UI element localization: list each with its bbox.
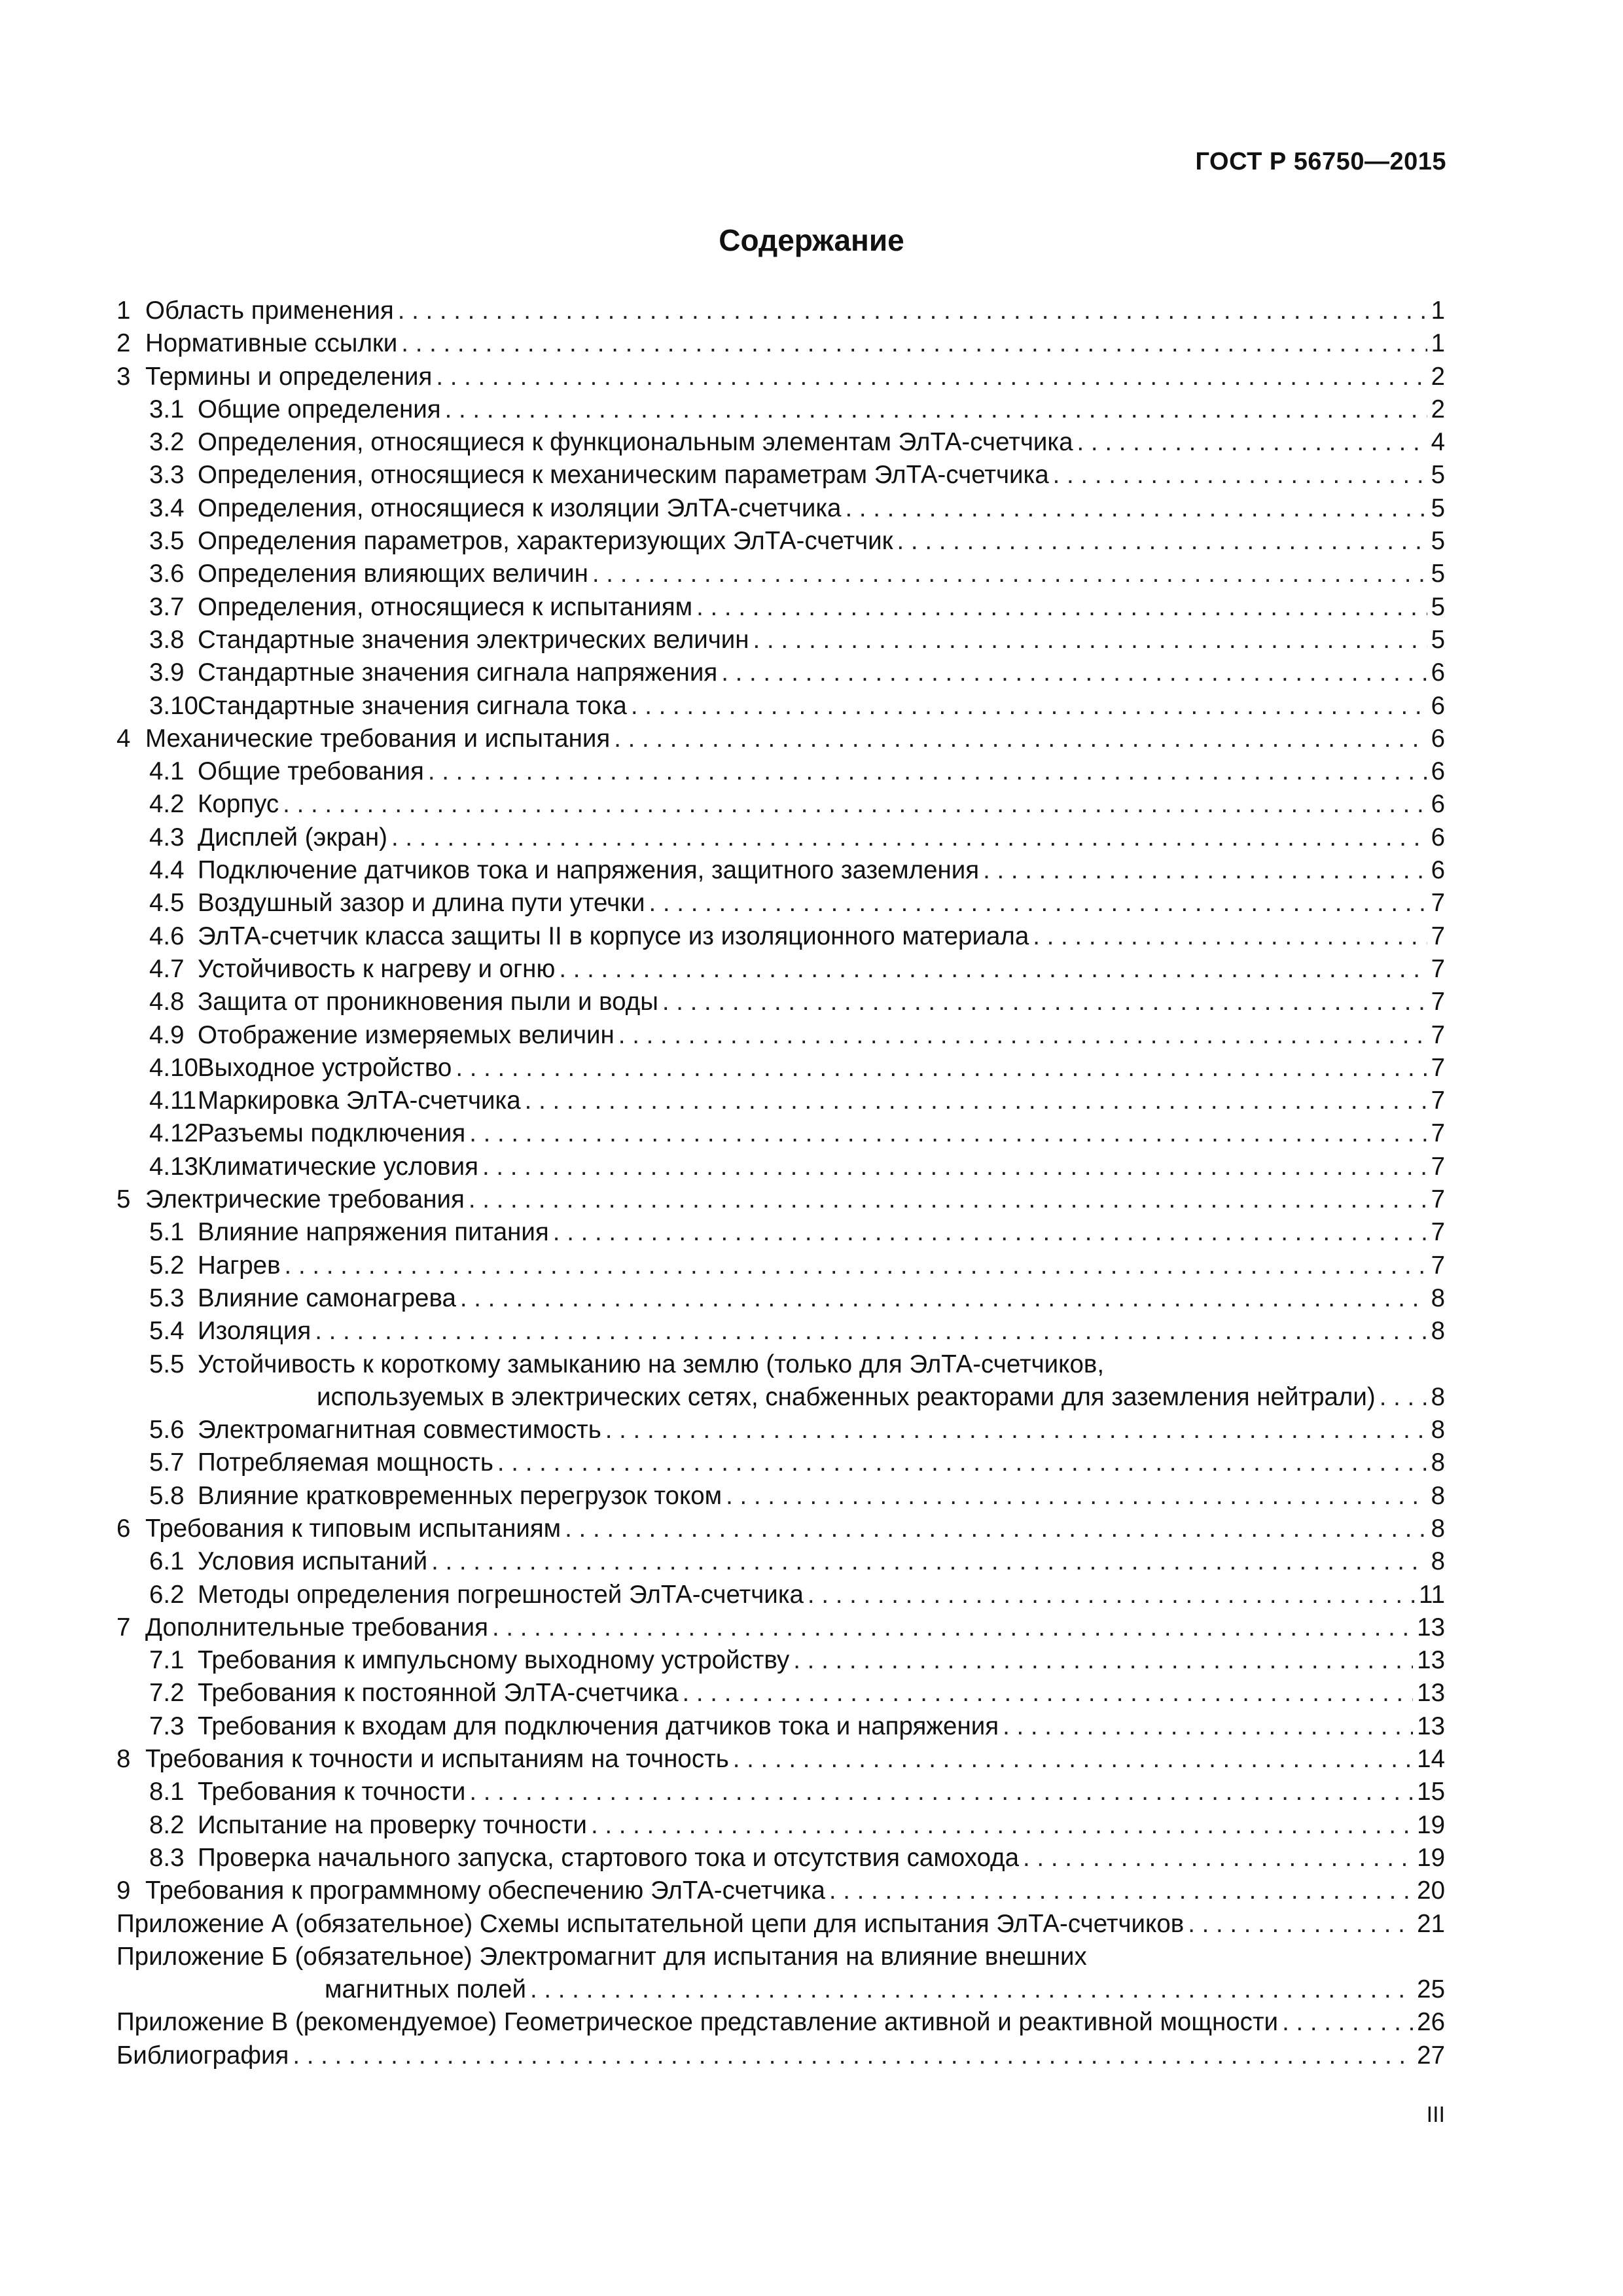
toc-entry <box>116 1414 1445 1446</box>
toc-entry-number: 6 <box>116 1514 131 1543</box>
toc-entry-title: Область применения <box>145 296 394 325</box>
toc-leader-dots <box>285 1249 1427 1282</box>
toc-entry-title: Выходное устройство <box>198 1053 452 1082</box>
toc-entry-number: 4.2 <box>149 790 185 819</box>
toc-entry-page: 1 <box>1431 296 1445 325</box>
toc-entry-number: 4.10 <box>149 1053 198 1082</box>
toc-entry <box>116 1710 1445 1743</box>
toc-entry-title: Методы определения погрешностей ЭлТА-счетчика <box>198 1580 804 1609</box>
toc-entry <box>116 1677 1445 1710</box>
toc-entry-number: 5.3 <box>149 1283 185 1312</box>
toc-leader-dots <box>497 1446 1427 1479</box>
toc-entry-number: 3.10 <box>149 691 198 720</box>
toc-entry-page: 25 <box>1417 1975 1445 2004</box>
toc-leader-dots <box>445 393 1427 426</box>
toc-entry-title: Влияние кратковременных перегрузок током <box>198 1481 722 1510</box>
toc-entry <box>116 755 1445 788</box>
toc-leader-dots <box>631 690 1427 723</box>
toc-entry-page: 5 <box>1431 527 1445 556</box>
toc-entry-continuation <box>116 1973 1445 2006</box>
toc-leader-dots <box>683 1677 1414 1710</box>
toc-entry-page: 7 <box>1431 954 1445 983</box>
toc-leader-dots <box>845 492 1427 525</box>
toc-entry-title: Определения влияющих величин <box>198 560 588 588</box>
toc-entry-continuation <box>116 1381 1445 1414</box>
toc-entry-page: 6 <box>1431 823 1445 852</box>
toc-entry <box>116 1183 1445 1216</box>
toc-leader-dots <box>469 1776 1413 1808</box>
toc-entry <box>116 1282 1445 1315</box>
toc-entry <box>116 459 1445 492</box>
toc-leader-dots <box>618 1019 1427 1052</box>
toc-entry-page: 2 <box>1431 362 1445 391</box>
toc-entry <box>116 1052 1445 1085</box>
toc-entry <box>116 2006 1445 2039</box>
toc-leader-dots <box>1188 1908 1413 1941</box>
toc-entry <box>116 426 1445 459</box>
toc-leader-dots <box>436 361 1427 393</box>
toc-entry-page: 6 <box>1431 790 1445 819</box>
toc-entry-page: 6 <box>1431 856 1445 885</box>
toc-entry-title: Разъемы подключения <box>198 1119 466 1148</box>
toc-entry-title: Корпус <box>198 790 279 819</box>
toc-entry-title: Воздушный зазор и длина пути утечки <box>198 889 645 918</box>
toc-entry-number: 7.2 <box>149 1679 185 1708</box>
toc-entry-number: 5 <box>116 1185 131 1214</box>
toc-entry-title: Определения, относящиеся к испытаниям <box>198 592 693 621</box>
toc-entry <box>116 723 1445 755</box>
toc-entry-page: 7 <box>1431 1020 1445 1049</box>
toc-entry-page: 1 <box>1431 329 1445 358</box>
toc-leader-dots <box>605 1414 1427 1446</box>
toc-leader-dots <box>565 1513 1427 1545</box>
toc-entry <box>116 821 1445 854</box>
toc-entry-title: Механические требования и испытания <box>145 724 611 753</box>
toc-entry-title: Подключение датчиков тока и напряжения, защитного заземления <box>198 856 980 885</box>
toc-leader-dots <box>492 1611 1413 1644</box>
toc-entry-title: Общие требования <box>198 757 424 786</box>
toc-entry <box>116 1019 1445 1052</box>
toc-leader-dots <box>696 591 1427 624</box>
toc-entry-number: 7 <box>116 1613 131 1641</box>
toc-entry-page: 13 <box>1417 1679 1445 1708</box>
toc-leader-dots <box>591 1809 1413 1842</box>
toc-entry-title: Определения параметров, характеризующих ЭлТА-счетчик <box>198 527 893 556</box>
toc-entry-number: 4.13 <box>149 1152 198 1181</box>
toc-entry-number: 4.8 <box>149 988 185 1016</box>
toc-entry-page: 7 <box>1431 1185 1445 1214</box>
toc-entry-page: 5 <box>1431 625 1445 654</box>
toc-entry-title: Маркировка ЭлТА-счетчика <box>198 1086 521 1115</box>
toc-entry <box>116 1545 1445 1578</box>
toc-entry-title: Приложение В (рекомендуемое) Геометрическое представление активной и реактивной мощности <box>116 2008 1279 2037</box>
toc-entry-number: 4.1 <box>149 757 185 786</box>
toc-entry-number: 4.6 <box>149 922 185 950</box>
toc-leader-dots <box>662 986 1427 1018</box>
toc-entry <box>116 1611 1445 1644</box>
toc-entry-title: Влияние напряжения питания <box>198 1218 549 1247</box>
toc-entry-number: 1 <box>116 296 131 325</box>
toc-leader-dots <box>293 2039 1413 2072</box>
toc-entry-title: ЭлТА-счетчик класса защиты II в корпусе из изоляционного материала <box>198 922 1029 950</box>
toc-entry <box>116 1908 1445 1941</box>
toc-entry-title-continuation: магнитных полей <box>325 1975 526 2004</box>
toc-entry-number: 4.7 <box>149 954 185 983</box>
toc-entry-title: Изоляция <box>198 1317 312 1346</box>
toc-entry <box>116 361 1445 393</box>
toc-entry-title: Устойчивость к нагреву и огню <box>198 954 556 983</box>
toc-entry-number: 6.2 <box>149 1580 185 1609</box>
toc-entry <box>116 690 1445 723</box>
toc-entry-title: Требования к типовым испытаниям <box>145 1514 562 1543</box>
toc-leader-dots <box>460 1282 1427 1315</box>
table-of-contents <box>116 295 1445 2072</box>
toc-leader-dots <box>793 1644 1413 1677</box>
toc-entry-number: 5.7 <box>149 1448 185 1477</box>
toc-entry <box>116 656 1445 689</box>
toc-entry-number: 2 <box>116 329 131 358</box>
toc-entry-page: 7 <box>1431 889 1445 918</box>
toc-entry <box>116 1941 1445 1973</box>
toc-entry <box>116 854 1445 887</box>
toc-entry-number: 3 <box>116 362 131 391</box>
toc-entry-page: 6 <box>1431 724 1445 753</box>
toc-entry-number: 3.5 <box>149 527 185 556</box>
toc-entry-number: 3.6 <box>149 560 185 588</box>
toc-leader-dots <box>829 1874 1413 1907</box>
toc-entry <box>116 393 1445 426</box>
toc-entry-number: 8.1 <box>149 1778 185 1806</box>
toc-entry-page: 8 <box>1431 1283 1445 1312</box>
toc-entry-title: Нагрев <box>198 1251 281 1280</box>
toc-entry-page: 5 <box>1431 461 1445 490</box>
toc-entry-page: 27 <box>1417 2041 1445 2070</box>
toc-entry-page: 5 <box>1431 560 1445 588</box>
toc-entry-page: 15 <box>1417 1778 1445 1806</box>
toc-leader-dots <box>283 788 1427 821</box>
toc-entry-title: Проверка начального запуска, стартового тока и отсутствия самохода <box>198 1843 1020 1872</box>
toc-entry-title: Климатические условия <box>198 1152 478 1181</box>
toc-entry-page: 5 <box>1431 592 1445 621</box>
toc-entry-title: Испытание на проверку точности <box>198 1810 587 1839</box>
toc-entry-page: 6 <box>1431 658 1445 687</box>
toc-entry <box>116 1480 1445 1513</box>
toc-entry-number: 3.2 <box>149 428 185 457</box>
toc-leader-dots <box>469 1183 1427 1216</box>
toc-entry-page: 8 <box>1431 1416 1445 1444</box>
toc-entry-title: Нормативные ссылки <box>145 329 398 358</box>
toc-leader-dots <box>726 1480 1427 1513</box>
toc-leader-dots <box>1053 459 1427 492</box>
toc-entry-title: Дисплей (экран) <box>198 823 387 852</box>
toc-leader-dots <box>1380 1381 1427 1414</box>
toc-leader-dots <box>431 1545 1427 1578</box>
toc-entry-page: 26 <box>1417 2008 1445 2037</box>
toc-entry-title: Требования к постоянной ЭлТА-счетчика <box>198 1679 679 1708</box>
toc-leader-dots <box>530 1973 1413 2006</box>
toc-entry-page: 19 <box>1417 1843 1445 1872</box>
toc-entry <box>116 1579 1445 1611</box>
toc-entry <box>116 525 1445 558</box>
toc-entry-number: 5.5 <box>149 1350 185 1378</box>
toc-entry <box>116 295 1445 327</box>
toc-entry-page: 7 <box>1431 988 1445 1016</box>
toc-entry-title: Библиография <box>116 2041 289 2070</box>
toc-entry-title: Защита от проникновения пыли и воды <box>198 988 658 1016</box>
toc-entry-number: 3.3 <box>149 461 185 490</box>
toc-entry-page: 7 <box>1431 1053 1445 1082</box>
toc-entry-title: Термины и определения <box>145 362 433 391</box>
toc-entry <box>116 2039 1445 2072</box>
toc-leader-dots <box>525 1085 1427 1117</box>
toc-entry-page: 20 <box>1417 1876 1445 1905</box>
toc-leader-dots <box>1003 1710 1413 1743</box>
toc-leader-dots <box>1033 920 1427 953</box>
toc-entry-title: Определения, относящиеся к механическим параметрам ЭлТА-счетчика <box>198 461 1049 490</box>
toc-leader-dots <box>721 656 1427 689</box>
toc-entry-title: Требования к импульсному выходному устройству <box>198 1646 790 1675</box>
toc-entry-number: 3.8 <box>149 625 185 654</box>
toc-entry <box>116 953 1445 986</box>
toc-entry-title: Потребляемая мощность <box>198 1448 493 1477</box>
toc-entry-title: Дополнительные требования <box>145 1613 488 1641</box>
toc-entry-page: 7 <box>1431 1119 1445 1148</box>
toc-entry-title: Стандартные значения сигнала тока <box>198 691 627 720</box>
toc-entry-title: Электромагнитная совместимость <box>198 1416 601 1444</box>
toc-entry <box>116 558 1445 590</box>
toc-entry-page: 7 <box>1431 922 1445 950</box>
toc-leader-dots <box>614 723 1427 755</box>
toc-leader-dots <box>983 854 1427 887</box>
toc-entry-title: Приложение Б (обязательное) Электромагнит для испытания на влияние внешних <box>116 1942 1087 1971</box>
toc-leader-dots <box>808 1579 1415 1611</box>
toc-entry <box>116 788 1445 821</box>
toc-leader-dots <box>315 1315 1427 1348</box>
toc-entry <box>116 887 1445 920</box>
toc-entry-number: 4.9 <box>149 1020 185 1049</box>
toc-entry <box>116 1348 1445 1381</box>
toc-leader-dots <box>649 887 1427 920</box>
toc-entry-number: 5.6 <box>149 1416 185 1444</box>
toc-entry-number: 5.8 <box>149 1481 185 1510</box>
toc-entry-page: 21 <box>1417 1909 1445 1938</box>
toc-entry-title: Влияние самонагрева <box>198 1283 456 1312</box>
toc-entry <box>116 1874 1445 1907</box>
toc-entry <box>116 1249 1445 1282</box>
page-title: Содержание <box>719 223 904 257</box>
toc-entry <box>116 624 1445 656</box>
toc-leader-dots <box>1282 2006 1413 2039</box>
toc-entry-page: 8 <box>1431 1382 1445 1411</box>
toc-leader-dots <box>753 624 1427 656</box>
toc-entry-number: 4.4 <box>149 856 185 885</box>
toc-entry <box>116 1644 1445 1677</box>
toc-entry-number: 3.9 <box>149 658 185 687</box>
toc-entry-page: 11 <box>1419 1580 1445 1609</box>
toc-entry-title: Требования к программному обеспечению ЭлТА-счетчика <box>145 1876 825 1905</box>
toc-entry-page: 8 <box>1431 1514 1445 1543</box>
toc-entry-title: Определения, относящиеся к функциональным элементам ЭлТА-счетчика <box>198 428 1073 457</box>
page-number: III <box>1426 2102 1445 2127</box>
toc-entry-page: 6 <box>1431 691 1445 720</box>
toc-entry-number: 4.12 <box>149 1119 198 1148</box>
toc-entry-page: 5 <box>1431 493 1445 522</box>
toc-entry-title: Требования к точности <box>198 1778 466 1806</box>
toc-entry-page: 2 <box>1431 395 1445 423</box>
toc-entry-page: 8 <box>1431 1448 1445 1477</box>
toc-entry <box>116 492 1445 525</box>
toc-entry-number: 4 <box>116 724 131 753</box>
toc-entry-number: 8.2 <box>149 1810 185 1839</box>
toc-entry-page: 13 <box>1417 1646 1445 1675</box>
toc-entry-page: 8 <box>1431 1481 1445 1510</box>
toc-entry-page: 19 <box>1417 1810 1445 1839</box>
toc-entry-number: 4.3 <box>149 823 185 852</box>
toc-entry-title: Определения, относящиеся к изоляции ЭлТА-счетчика <box>198 493 842 522</box>
toc-entry-page: 8 <box>1431 1317 1445 1346</box>
toc-leader-dots <box>1077 426 1427 459</box>
toc-leader-dots <box>553 1216 1427 1249</box>
toc-entry-title: Стандартные значения сигнала напряжения <box>198 658 718 687</box>
toc-leader-dots <box>897 525 1427 558</box>
toc-entry-number: 3.4 <box>149 493 185 522</box>
toc-entry <box>116 1776 1445 1808</box>
toc-entry-number: 8.3 <box>149 1843 185 1872</box>
toc-entry-title: Электрические требования <box>145 1185 465 1214</box>
toc-entry-number: 5.1 <box>149 1218 185 1247</box>
toc-leader-dots <box>398 295 1427 327</box>
toc-entry-number: 7.3 <box>149 1712 185 1740</box>
toc-entry-page: 4 <box>1431 428 1445 457</box>
toc-entry <box>116 1117 1445 1150</box>
toc-entry-number: 9 <box>116 1876 131 1905</box>
toc-entry-page: 7 <box>1431 1086 1445 1115</box>
toc-entry <box>116 1085 1445 1117</box>
toc-entry-number: 3.1 <box>149 395 185 423</box>
toc-leader-dots <box>455 1052 1427 1085</box>
toc-entry-page: 7 <box>1431 1218 1445 1247</box>
toc-entry <box>116 1446 1445 1479</box>
toc-entry <box>116 1743 1445 1776</box>
toc-leader-dots <box>482 1151 1427 1183</box>
toc-entry-number: 6.1 <box>149 1547 185 1576</box>
toc-entry-page: 8 <box>1431 1547 1445 1576</box>
toc-entry-number: 5.2 <box>149 1251 185 1280</box>
toc-entry-title: Приложение А (обязательное) Схемы испытательной цепи для испытания ЭлТА-счетчиков <box>116 1909 1185 1938</box>
toc-entry <box>116 1151 1445 1183</box>
toc-entry-page: 13 <box>1417 1613 1445 1641</box>
toc-leader-dots <box>469 1117 1427 1150</box>
toc-entry-title: Требования к входам для подключения датчиков тока и напряжения <box>198 1712 999 1740</box>
toc-entry-page: 7 <box>1431 1152 1445 1181</box>
toc-entry-title: Стандартные значения электрических величин <box>198 625 749 654</box>
toc-entry-number: 5.4 <box>149 1317 185 1346</box>
toc-entry-title-continuation: используемых в электрических сетях, снабженных реакторами для заземления нейтрали) <box>317 1382 1376 1411</box>
toc-entry-number: 3.7 <box>149 592 185 621</box>
toc-entry <box>116 591 1445 624</box>
toc-entry-title: Общие определения <box>198 395 441 423</box>
toc-entry-number: 8 <box>116 1745 131 1774</box>
toc-entry <box>116 1809 1445 1842</box>
toc-entry-title: Отображение измеряемых величин <box>198 1020 615 1049</box>
toc-entry-title: Устойчивость к короткому замыканию на землю (только для ЭлТА-счетчиков, <box>198 1350 1105 1378</box>
toc-leader-dots <box>391 821 1427 854</box>
toc-entry <box>116 920 1445 953</box>
toc-entry-page: 14 <box>1417 1745 1445 1774</box>
toc-leader-dots <box>559 953 1427 986</box>
toc-entry-page: 13 <box>1417 1712 1445 1740</box>
toc-leader-dots <box>428 755 1427 788</box>
toc-entry-page: 7 <box>1431 1251 1445 1280</box>
toc-entry-title: Условия испытаний <box>198 1547 428 1576</box>
toc-entry <box>116 1842 1445 1874</box>
toc-leader-dots <box>592 558 1427 590</box>
toc-leader-dots <box>401 327 1427 360</box>
toc-entry <box>116 1513 1445 1545</box>
toc-leader-dots <box>733 1743 1413 1776</box>
toc-entry <box>116 1216 1445 1249</box>
toc-entry-number: 4.5 <box>149 889 185 918</box>
toc-entry-number: 4.11 <box>149 1086 197 1115</box>
toc-leader-dots <box>1023 1842 1413 1874</box>
toc-entry <box>116 986 1445 1018</box>
toc-entry <box>116 327 1445 360</box>
toc-entry <box>116 1315 1445 1348</box>
toc-entry-page: 6 <box>1431 757 1445 786</box>
document-code: ГОСТ Р 56750—2015 <box>1195 148 1446 175</box>
toc-entry-title: Требования к точности и испытаниям на точность <box>145 1745 729 1774</box>
toc-entry-number: 7.1 <box>149 1646 185 1675</box>
